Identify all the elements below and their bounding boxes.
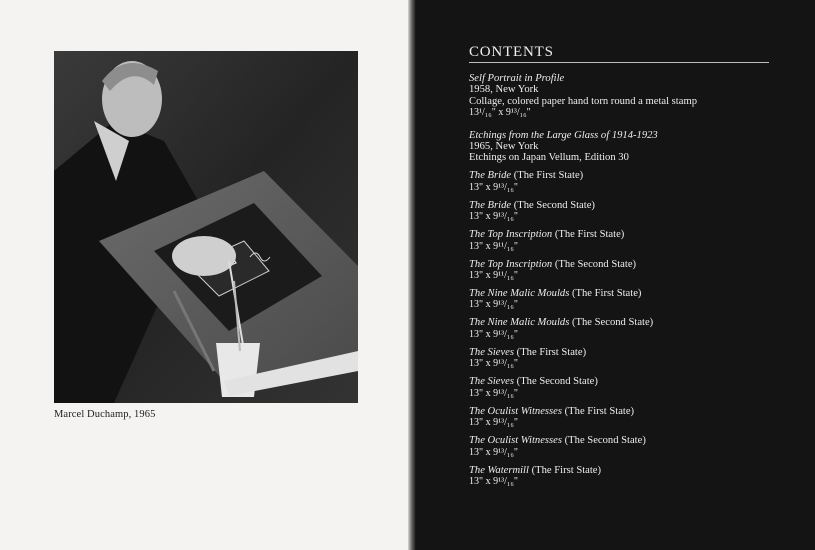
work-state: (The First State)	[513, 170, 584, 182]
entry-series	[469, 130, 799, 164]
work-title: The Nine Malic Moulds	[469, 317, 570, 329]
work-item	[469, 229, 799, 252]
work-state: (The First State)	[572, 288, 642, 300]
work-size: 13" x 9¹³/₁₆"	[469, 181, 518, 193]
work-size: 13" x 9¹³/₁₆"	[469, 299, 518, 311]
right-page	[416, 0, 815, 550]
work-item	[469, 317, 799, 340]
work-item	[469, 347, 799, 370]
work-size: 13" x 9¹³/₁₆"	[469, 387, 518, 399]
entry-year-place: 1958, New York	[469, 84, 539, 96]
work-title: The Nine Malic Moulds	[469, 288, 570, 300]
series-year-place: 1965, New York	[469, 141, 539, 153]
work-state: (The First State)	[564, 405, 635, 417]
work-title: The Sieves	[469, 376, 515, 388]
work-title: The Oculist Witnesses	[469, 435, 562, 447]
entry-self-portrait	[469, 73, 799, 119]
work-state: (The First State)	[516, 346, 587, 358]
work-size: 13" x 9¹³/₁₆"	[469, 211, 518, 223]
series-title: Etchings from the Large Glass of 1914-1923	[469, 129, 658, 141]
work-title: The Top Inscription	[469, 258, 553, 270]
work-item	[469, 435, 799, 458]
work-title: The Oculist Witnesses	[469, 405, 562, 417]
work-state: (The First State)	[554, 229, 625, 241]
work-state: (The Second State)	[572, 317, 654, 329]
work-size: 13" x 9¹³/₁₆"	[469, 446, 518, 458]
work-size: 13" x 9¹¹/₁₆"	[469, 270, 518, 282]
work-size: 13" x 9¹³/₁₆"	[469, 358, 518, 370]
work-title: The Watermill	[469, 464, 529, 476]
work-item	[469, 288, 799, 311]
work-size: 13" x 9¹³/₁₆"	[469, 328, 518, 340]
work-item	[469, 259, 799, 282]
work-state: (The Second State)	[513, 199, 595, 211]
work-size: 13" x 9¹³/₁₆"	[469, 417, 518, 429]
work-size: 13" x 9¹¹/₁₆"	[469, 240, 518, 252]
work-state: (The Second State)	[554, 258, 637, 270]
work-item	[469, 170, 799, 193]
series-medium: Etchings on Japan Vellum, Edition 30	[469, 152, 629, 164]
work-item	[469, 376, 799, 399]
contents-list	[469, 73, 799, 494]
photo-caption: Marcel Duchamp, 1965	[54, 409, 156, 420]
book-gutter	[408, 0, 416, 550]
duchamp-photo	[54, 51, 358, 403]
entry-title: Self Portrait in Profile	[469, 73, 565, 84]
work-item	[469, 200, 799, 223]
work-state: (The Second State)	[516, 376, 598, 388]
contents-heading: CONTENTS	[469, 44, 554, 60]
work-title: The Sieves	[469, 346, 515, 358]
work-state: (The First State)	[531, 464, 602, 476]
work-item	[469, 406, 799, 429]
work-title: The Bride	[469, 170, 512, 182]
entry-medium: Collage, colored paper hand torn round a metal stamp	[469, 95, 697, 107]
heading-rule	[469, 62, 769, 63]
work-item	[469, 465, 799, 488]
photo-image	[54, 51, 358, 403]
work-title: The Top Inscription	[469, 229, 553, 241]
work-state: (The Second State)	[564, 435, 646, 447]
work-size: 13" x 9¹³/₁₆"	[469, 475, 518, 487]
work-title: The Bride	[469, 199, 512, 211]
entry-size: 13¹/₁₆" x 9¹³/₁₆"	[469, 107, 531, 119]
